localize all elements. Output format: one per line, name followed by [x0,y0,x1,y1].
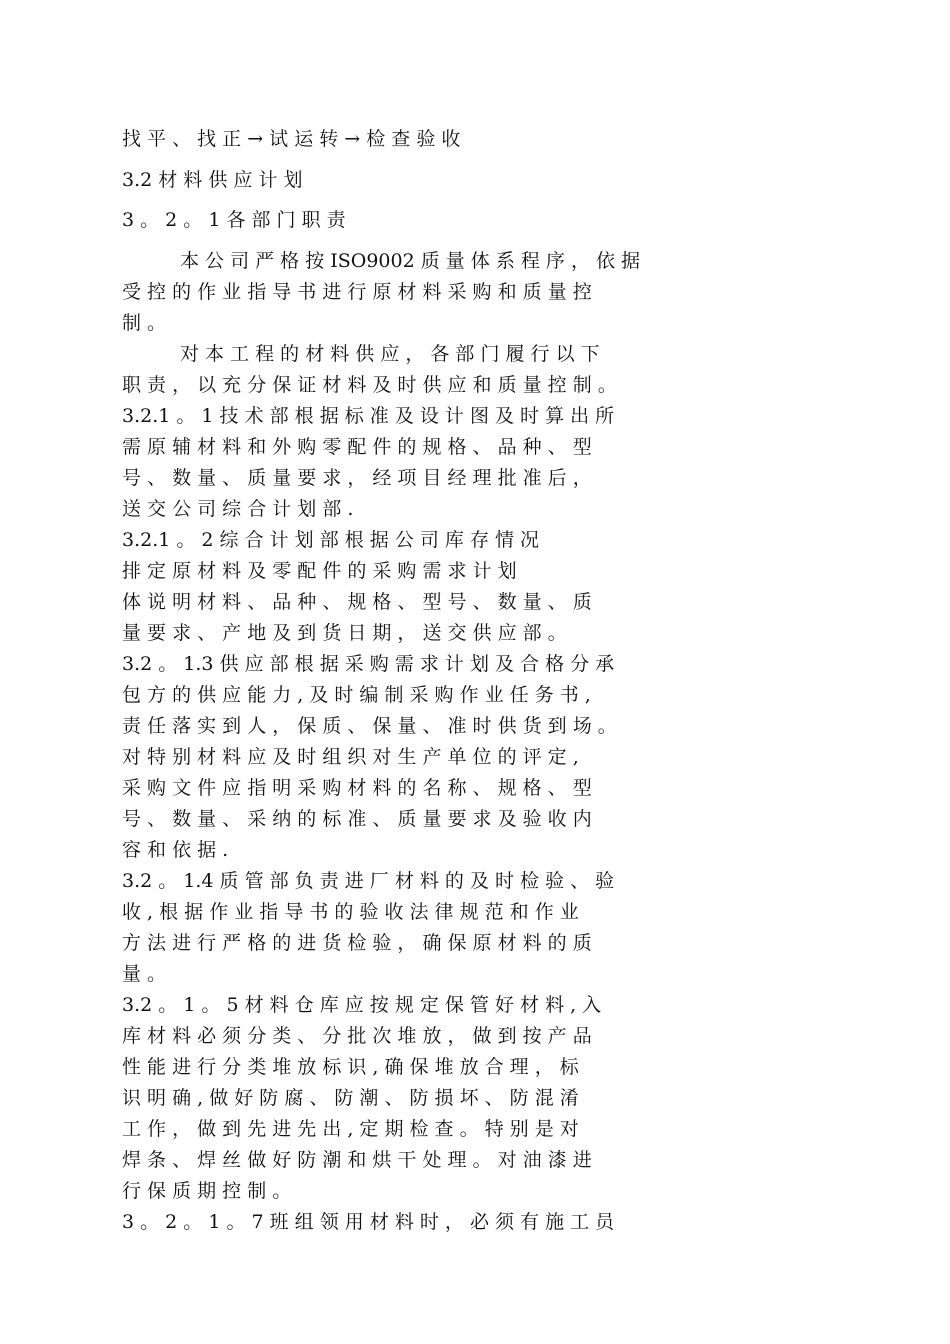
paragraph-line: 本 公 司 严 格 按 ISO9002 质 量 体 系 程 序 ， 依 据 [180,250,641,272]
paragraph-line: 识 明 确 , 做 好 防 腐 、 防 潮 、 防 损 坏 、 防 混 淆 [122,1087,579,1109]
paragraph-line: 工 作 ， 做 到 先 进 先 出 , 定 期 检 查 。 特 别 是 对 [122,1118,579,1140]
paragraph-line: 焊 条 、 焊 丝 做 好 防 潮 和 烘 干 处 理 。 对 油 漆 进 [122,1149,592,1171]
paragraph-line: 对 特 别 材 料 应 及 时 组 织 对 生 产 单 位 的 评 定 , [122,746,579,768]
paragraph-line: 体 说 明 材 料 、 品 种 、 规 格 、 型 号 、 数 量 、 质 [122,591,592,613]
paragraph-line: 排 定 原 材 料 及 零 配 件 的 采 购 需 求 计 划 [122,560,517,582]
paragraph-line: 3.2.1 。 1 技 术 部 根 据 标 准 及 设 计 图 及 时 算 出 所 [122,405,615,427]
paragraph-line: 性 能 进 行 分 类 堆 放 标 识 , 确 保 堆 放 合 理 ， 标 [122,1056,579,1078]
paragraph-line: 号 、 数 量 、 质 量 要 求 ， 经 项 目 经 理 批 准 后 ， [122,467,592,489]
paragraph-line: 号 、 数 量 、 采 纳 的 标 准 、 质 量 要 求 及 验 收 内 [122,808,592,830]
paragraph-line: 制 。 [122,312,167,334]
paragraph-line: 职 责 ， 以 充 分 保 证 材 料 及 时 供 应 和 质 量 控 制 。 [122,374,617,396]
paragraph-line: 方 法 进 行 严 格 的 进 货 检 验 ， 确 保 原 材 料 的 质 [122,932,592,954]
paragraph-line: 责 任 落 实 到 人 ， 保 质 、 保 量 、 准 时 供 货 到 场 。 [122,715,617,737]
paragraph-line: 库 材 料 必 须 分 类 、 分 批 次 堆 放 ， 做 到 按 产 品 [122,1025,592,1047]
subsection-heading: 3 。 2 。 1 各 部 门 职 责 [122,209,346,231]
paragraph-line: 3.2 。 1 。 5 材 料 仓 库 应 按 规 定 保 管 好 材 料 , 入 [122,994,602,1016]
paragraph-line: 3 。 2 。 1 。 7 班 组 领 用 材 料 时 ， 必 须 有 施 工 员 [122,1211,615,1233]
section-heading: 3.2 材 料 供 应 计 划 [122,169,303,191]
paragraph-line: 3.2.1 。 2 综 合 计 划 部 根 据 公 司 库 存 情 况 [122,529,540,551]
paragraph-line: 需 原 辅 材 料 和 外 购 零 配 件 的 规 格 、 品 种 、 型 [122,436,592,458]
paragraph-line: 收 , 根 据 作 业 指 导 书 的 验 收 法 律 规 范 和 作 业 [122,901,579,923]
paragraph-line: 受 控 的 作 业 指 导 书 进 行 原 材 料 采 购 和 质 量 控 [122,281,592,303]
paragraph-line: 行 保 质 期 控 制 。 [122,1180,292,1202]
paragraph-line: 量 。 [122,963,167,985]
paragraph-line: 对 本 工 程 的 材 料 供 应 ， 各 部 门 履 行 以 下 [180,343,600,365]
paragraph-line: 采 购 文 件 应 指 明 采 购 材 料 的 名 称 、 规 格 、 型 [122,777,592,799]
text-line: 找 平 、 找 正 → 试 运 转 → 检 查 验 收 [122,128,461,150]
paragraph-line: 3.2 。 1.4 质 管 部 负 责 进 厂 材 料 的 及 时 检 验 、 验 [122,870,615,892]
paragraph-line: 3.2 。 1.3 供 应 部 根 据 采 购 需 求 计 划 及 合 格 分 承 [122,653,615,675]
paragraph-line: 量 要 求 、 产 地 及 到 货 日 期 ， 送 交 供 应 部 。 [122,622,567,644]
paragraph-line: 送 交 公 司 综 合 计 划 部 . [122,498,354,520]
paragraph-line: 包 方 的 供 应 能 力 , 及 时 编 制 采 购 作 业 任 务 书 , [122,684,591,706]
paragraph-line: 容 和 依 据 . [122,839,229,861]
